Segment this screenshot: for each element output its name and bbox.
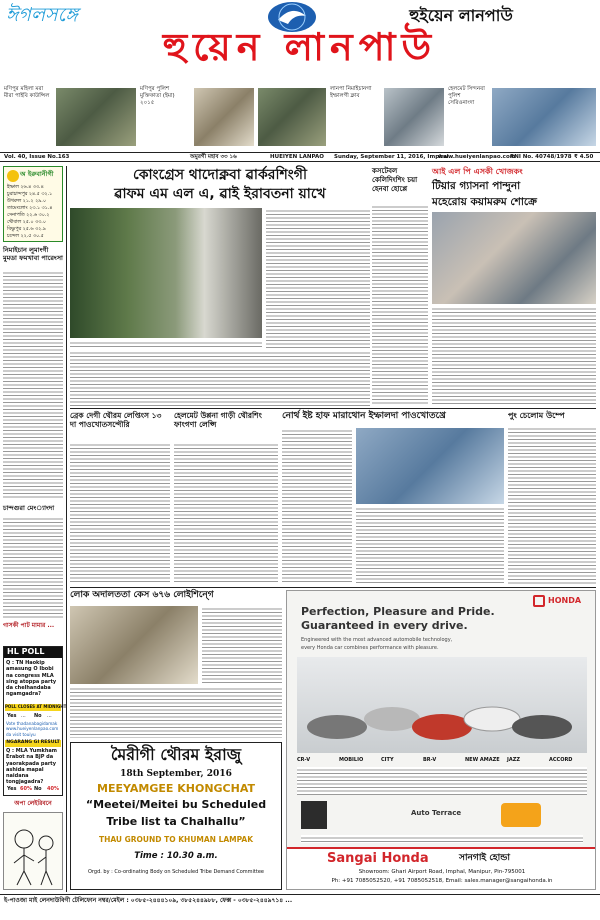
lead-headline-1[interactable]: কোংগ্রেস থাদোক্নবা ৱার্করশিংগী [133,167,307,183]
honda-dealer-bar [287,847,595,889]
model-label[interactable]: MOBILIO [339,757,364,763]
strip-text-2[interactable]: মণিপুর পুলিশ মুক্তিকাতা (ইমা) ২০১৫ [140,86,175,106]
left-story-1-headline[interactable]: নিমাইচান লুমাংগী মুমডা ফমখাবা পারেংসা [3,246,63,263]
ilp-kicker: আই এল পি এসকী খোজকং [432,167,523,176]
result-yes-label: Yes [7,786,17,792]
dealer-contact: Ph: +91 7085052520, +91 7085052518, Email: sales.manager@sangaihonda.in [331,878,553,884]
weather-box [3,166,63,242]
brake-story-headline[interactable]: ব্রেক দেগী থৌরম লেপ্তিংস ১৩ দা পাওখোতসন্দৌরি [70,411,162,430]
event-ad-title: MEEYAMGEE KHONGCHAT [97,782,255,795]
cartoon-title: অপা লেইরিবনে [14,800,52,807]
honda-ad[interactable] [286,590,596,890]
honda-fineprint [301,835,583,843]
ilp-headline-1[interactable]: টিয়ার গ্যাসনা পান্দুনা [432,180,521,192]
lead-headline-2[interactable]: ৱাফম এম এল এ, ৱাই ইরাবতনা য়াখে [114,186,326,202]
dealer-name: Sangai Honda [327,851,429,866]
cartoon-image [3,812,63,890]
marathon-body [282,428,352,584]
event-ad-slogan-1: “Meetei/Meitei bu Scheduled [85,798,267,811]
left-story-2-body [3,516,63,620]
footer-bar [0,894,600,908]
footer-contact: ই-পাওজা মাই লেনদাউবিগী টেলিফোন নম্বর/মেইল : ০৩৮৫-২৪৪৪১০৯, ৩৮৫২৪৪৯৮৮, ফেক্স - ০৩৮৫-২৪৪৯৭১৪ ... [4,897,293,904]
model-label[interactable]: ACCORD [549,757,573,763]
marathon-photo [356,428,504,504]
dealer-address: Showroom: Ghari Airport Road, Imphal, Manipur, Pin-795001 [358,869,526,875]
lok-adalat-headline[interactable]: লোক অদালততা কেস ৬৭৬ লোইশিন্গে [70,590,214,600]
event-ad-header: মৈরীগী থৌরম ইরাজু [110,745,242,764]
auto-terrace-label: Auto Terrace [411,809,462,817]
lok-adalat-body [70,686,282,738]
poll-no-label[interactable]: No [34,713,42,719]
left-story-3-headline[interactable]: গাসকী পাট মামার ... [3,622,55,629]
constable-headline[interactable]: কসটেবল কেলিদিংশিং চয়া হেনবা হোপ্পে [372,167,418,193]
ilp-headline-2[interactable]: মহেরোয় কয়ামরুম শোক্রে [432,196,537,208]
result-yes-value: 60% [20,786,32,792]
weather-row: চন্দেল ২২.৫ ৩০.৫ [7,234,44,239]
lok-adalat-body-right [202,606,282,684]
price: ₹ 4.50 [574,154,594,160]
result-no-value: 40% [47,786,59,792]
strip-photo-2 [194,88,254,146]
event-ad-slogan-2: Tribe list ta Chalhallu” [106,815,246,828]
constable-body [372,204,428,406]
honda-line-1: Perfection, Pleasure and Pride. [301,605,495,618]
event-ad-route: THAU GROUND TO KHUMAN LAMPAK [98,835,254,844]
weather-row: বিষ্ণুপুর ২৫.৬ ৩২.৯ [7,227,46,232]
lead-body-left [70,350,370,406]
helmet-story-headline[interactable]: হেলমেট উপ্পনা গাড়ী থৌরশিং ফাংগণা লেপ্সি [174,411,262,430]
helmet-story-body [174,442,278,584]
lead-photo [70,208,262,338]
event-ad [70,742,282,890]
weather-row: উখরুল ২১.২ ২৯.০ [7,199,46,204]
honda-sub-2: every Honda car combines performance with pleasure. [301,645,439,651]
left-story-1-body [3,270,63,500]
ilp-photo [432,212,596,304]
marathon-headline[interactable]: নোর্থ ইষ্ট হাফ মারাথোন ইম্ফালদা পাওখোতখ্রে [282,411,446,421]
model-offer-text [297,767,587,795]
weather-sun-icon [7,170,19,182]
weather-title: অ ইরুবানীগী [20,170,54,178]
ilp-body [432,306,596,406]
honda-h-icon [533,595,545,607]
strip-photo-5 [492,88,596,146]
honda-models-row [297,757,587,797]
top-photo-strip [0,84,600,150]
rni-number: RNI No. 40748/1978 [510,154,572,160]
masthead-tagline-right: হুইয়েন লানপাউ [409,6,513,25]
honda-line-2: Guaranteed in every drive. [301,619,468,632]
honda-sub-1: Engineered with the most advanced automobile technology, [301,637,453,643]
honda-badges [301,801,583,831]
volume-issue: Vol. 40, Issue No.163 [4,154,70,160]
event-ad-date: 18th September, 2016 [120,769,232,779]
honda-brand: HONDA [548,596,582,605]
left-column [3,166,67,892]
poll-yes-label[interactable]: Yes [7,713,17,719]
section-rule [70,587,596,588]
model-label[interactable]: BR-V [423,757,437,763]
model-label[interactable]: JAZZ [507,757,520,763]
masthead-tagline-left: ঈগলসঙ্গে [6,4,78,26]
strip-text-1[interactable]: মণিপুর মহিলা মরা মীরা পাইবি কাউন্সিল [4,86,50,99]
strip-photo-1 [56,88,136,146]
pung-cholom-headline[interactable]: পুং চেলোম উম্পে [508,411,565,420]
lok-adalat-photo [70,606,198,684]
model-label[interactable]: CR-V [297,757,311,763]
brake-story-body [70,442,170,584]
masthead [0,0,600,72]
strip-photo-4 [384,88,444,146]
auto-terrace-logo [411,809,471,823]
weather-row: চুরাচান্দপুর ২৪.৫ ৩২.১ [7,192,53,197]
event-ad-time: Time : 10.30 a.m. [134,851,218,861]
strip-photo-3 [258,88,326,146]
masthead-title: হুয়েন লানপাউ [162,25,438,69]
poll-vote-link[interactable]: Vote thadanabagidamak www.hueiyenlanpao.com da visit touiyu [6,721,59,737]
result-no-label: No [34,786,42,792]
poll-result-title: NGARANG GI RESULT [6,740,60,745]
hl-poll-box [3,646,67,796]
info-bar [0,152,600,162]
honda-logo [533,595,593,609]
poll-no-value: ... [47,713,52,719]
paper-name: HUEIYEN LANPAO [270,154,324,160]
calendar-text: অমুরগী মহাব ৩৩ ১৬ [190,154,237,160]
lead-photo-caption [70,340,262,348]
pung-cholom-body [508,426,596,584]
website-link[interactable]: www.hueiyenlanpao.com [438,154,516,160]
model-label[interactable]: NEW AMAZE [465,757,500,763]
strip-text-4[interactable]: হেলমেট সিন্দনবা পুলিশ সেরিওনাংদা [448,86,485,106]
weather-row: থৌবাল ২৫.০ ৩৩.০ [7,220,46,225]
event-ad-organiser: Orgd. by : Co-ordinating Body on Scheduled Tribe Demand Committee [88,869,264,875]
weather-row: সেনাপতি ২২.৬ ৩০.২ [7,213,50,218]
hl-poll-title: HL POLL [4,647,62,658]
left-story-2-headline[interactable]: চান্দগুরা মেং্যাংদা [3,504,55,512]
poll-yes-value: ... [21,713,26,719]
govt-badge-icon [301,801,327,829]
poll-question: Q : TN Haokip amasung O Ibobi na congress MLA sing atoppa party da chelhandaba ngamgadra? [6,660,57,698]
weather-row: ইম্ফাল ২৬.৪ ৩৩.৪ [7,185,44,190]
model-label[interactable]: CITY [381,757,394,763]
weather-row: তামেংলোং ২৩.১ ৩১.৪ [7,206,53,211]
dealer-name-local: সানগাই হোন্ডা [459,853,511,863]
poll-result-question: Q : MLA Yumkham Erabot na BJP da yaorakpada party ashida mapal naidana tongjagadra? [6,748,57,786]
column-rule [66,166,67,892]
lead-body-right [266,208,370,348]
section-rule [70,408,596,409]
strip-text-3[interactable]: লানপা নিমাইচানগা ইম্ফালগী ক্লাব [330,86,372,99]
honda-cars-image [297,657,587,753]
poll-closes-note: POLL CLOSES AT MIDNIGHT [5,704,67,709]
marathon-body-2 [356,506,504,584]
festive-offer-icon [501,803,541,827]
issue-date: Sunday, September 11, 2016, Imphal [334,154,449,160]
